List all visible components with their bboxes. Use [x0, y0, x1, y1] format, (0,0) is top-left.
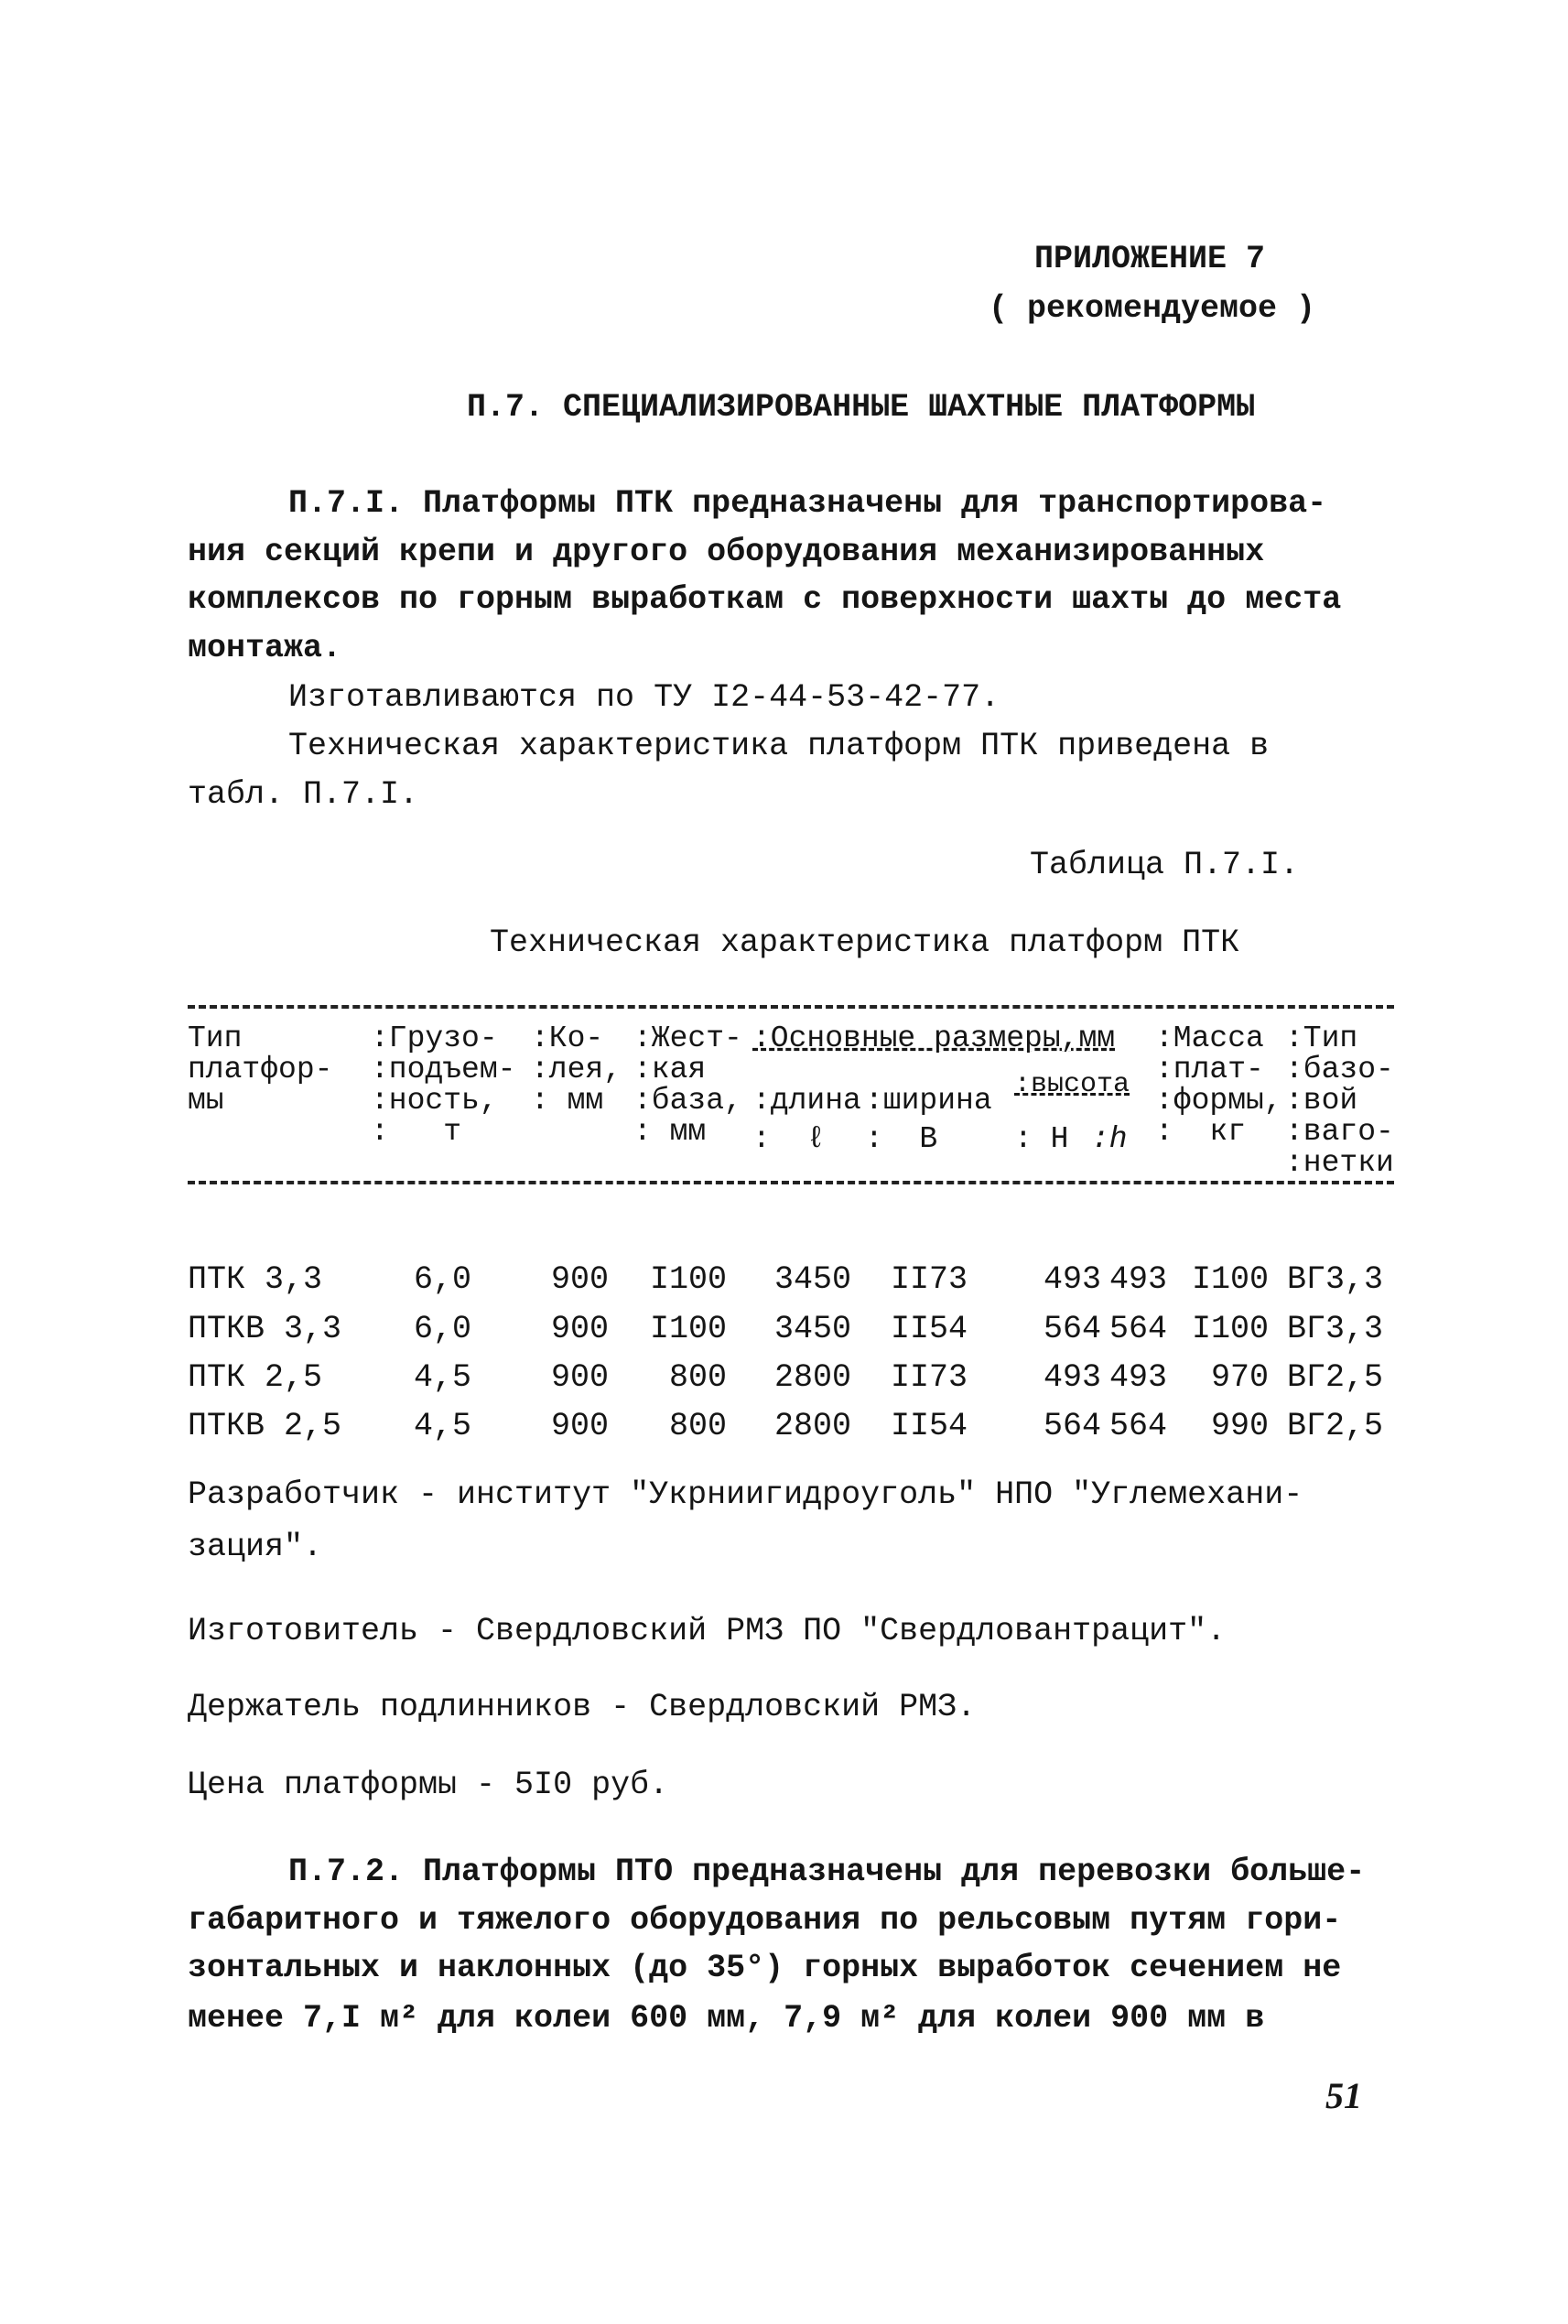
cell-width: ІІ73: [890, 1359, 968, 1396]
cell-width: ІІ73: [890, 1261, 968, 1298]
paragraph-line: габаритного и тяжелого оборудования по рельсовым путям гори-: [188, 1902, 1342, 1939]
cell-capacity: 6,0: [413, 1311, 471, 1347]
table-label: Таблица П.7.І.: [1030, 847, 1300, 883]
cell-gauge: 900: [550, 1408, 609, 1444]
cell-base-trolley: ВГ3,3: [1287, 1261, 1384, 1298]
cell-height-H: 493: [1043, 1359, 1101, 1396]
header-height: :высота: [1014, 1069, 1130, 1100]
paragraph-line: комплексов по горным выработкам с поверхности шахты до места: [188, 581, 1342, 618]
header-height-h: :h: [1091, 1122, 1128, 1156]
cell-base-trolley: ВГ3,3: [1287, 1311, 1384, 1347]
manufacturer: Изготовитель - Свердловский РМЗ ПО "Свердловантрацит".: [188, 1613, 1227, 1649]
header-main-dimensions: :Основные размеры,мм: [752, 1021, 1116, 1055]
header-type: Тип платфор- мы: [188, 1021, 333, 1118]
cell-length: 2800: [773, 1359, 851, 1396]
appendix-title: ПРИЛОЖЕНИЕ 7: [1034, 241, 1266, 277]
cell-width: ІІ54: [890, 1408, 968, 1444]
header-width: :ширина : В: [865, 1084, 992, 1156]
paragraph-line: Изготавливаются по ТУ І2-44-53-42-77.: [288, 679, 1000, 716]
cell-mass: 970: [1210, 1359, 1269, 1396]
paragraph-line: Техническая характеристика платформ ПТК приведена в: [288, 728, 1270, 764]
header-base-trolley: :Тип :базо- :вой :ваго- :нетки: [1285, 1021, 1394, 1180]
cell-height-h: 564: [1108, 1408, 1167, 1444]
cell-type: ПТКВ 3,3: [188, 1311, 342, 1347]
cell-wheelbase: І100: [649, 1261, 727, 1298]
cell-length: 3450: [773, 1261, 851, 1298]
cell-type: ПТК 3,3: [188, 1261, 323, 1298]
paragraph-line: монтажа.: [188, 630, 342, 666]
cell-mass: І100: [1191, 1261, 1269, 1298]
cell-type: ПТК 2,5: [188, 1359, 323, 1396]
cell-height-H: 564: [1043, 1311, 1101, 1347]
developer-line: зация".: [188, 1529, 323, 1565]
cell-width: ІІ54: [890, 1311, 968, 1347]
section-heading: П.7. СПЕЦИАЛИЗИРОВАННЫЕ ШАХТНЫЕ ПЛАТФОРМЫ: [467, 389, 1256, 426]
cell-base-trolley: ВГ2,5: [1287, 1359, 1384, 1396]
cell-height-H: 564: [1043, 1408, 1101, 1444]
cell-capacity: 4,5: [413, 1408, 471, 1444]
developer-line: Разработчик - институт "Укрниигидроуголь" НПО "Углемехани-: [188, 1476, 1303, 1513]
header-mass: :Масса :плат- :формы, : кг: [1155, 1021, 1282, 1149]
cell-wheelbase: 800: [668, 1408, 727, 1444]
cell-height-H: 493: [1043, 1261, 1101, 1298]
cell-base-trolley: ВГ2,5: [1287, 1408, 1384, 1444]
table-header-rule: [188, 1181, 1394, 1184]
cell-height-h: 493: [1108, 1359, 1167, 1396]
cell-capacity: 6,0: [413, 1261, 471, 1298]
cell-height-h: 493: [1108, 1261, 1167, 1298]
page-number: 51: [1325, 2075, 1362, 2116]
cell-capacity: 4,5: [413, 1359, 471, 1396]
table-top-rule: [188, 1005, 1394, 1009]
paragraph-line: ния секций крепи и другого оборудования механизированных: [188, 534, 1265, 570]
cell-type: ПТКВ 2,5: [188, 1408, 342, 1444]
cell-height-h: 564: [1108, 1311, 1167, 1347]
paragraph-line: П.7.І. Платформы ПТК предназначены для транспортирова-: [288, 485, 1327, 522]
cell-mass: І100: [1191, 1311, 1269, 1347]
header-wheelbase: :Жест- :кая :база, : мм: [633, 1021, 742, 1149]
cell-gauge: 900: [550, 1311, 609, 1347]
cell-length: 3450: [773, 1311, 851, 1347]
header-gauge: :Ко- :лея, : мм: [531, 1021, 622, 1118]
cell-mass: 990: [1210, 1408, 1269, 1444]
paragraph-line: табл. П.7.І.: [188, 776, 419, 813]
header-height-H: : Н: [1014, 1122, 1069, 1156]
paragraph-line: зонтальных и наклонных (до 35°) горных выработок сечением не: [188, 1950, 1342, 1986]
price: Цена платформы - 5І0 руб.: [188, 1767, 669, 1803]
table-title: Техническая характеристика платформ ПТК: [490, 924, 1240, 961]
cell-wheelbase: 800: [668, 1359, 727, 1396]
cell-wheelbase: І100: [649, 1311, 727, 1347]
holder: Держатель подлинников - Свердловский РМЗ.: [188, 1689, 977, 1725]
header-length: :длина : ℓ: [752, 1084, 861, 1156]
cell-gauge: 900: [550, 1359, 609, 1396]
paragraph-line: П.7.2. Платформы ПТО предназначены для перевозки больше-: [288, 1854, 1366, 1890]
header-capacity: :Грузо- :подъем- :ность, : т: [371, 1021, 516, 1149]
paragraph-line: менее 7,І м² для колеи 600 мм, 7,9 м² для колеи 900 мм в: [188, 2000, 1265, 2037]
cell-length: 2800: [773, 1408, 851, 1444]
cell-gauge: 900: [550, 1261, 609, 1298]
appendix-subtitle: ( рекомендуемое ): [989, 290, 1316, 327]
